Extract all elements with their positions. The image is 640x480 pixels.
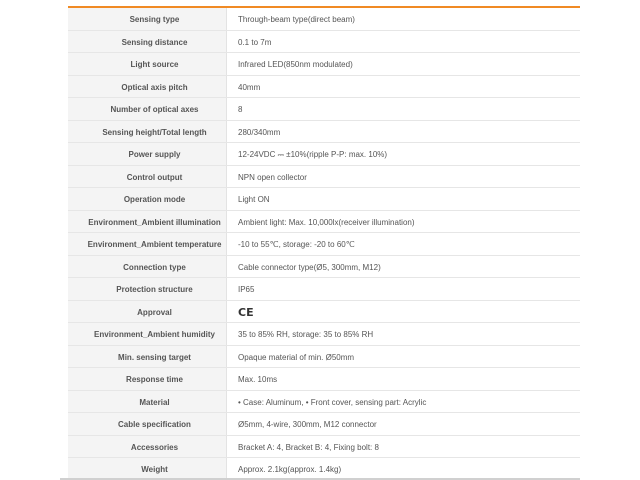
spec-value: Cable connector type(Ø5, 300mm, M12) [227,256,580,278]
spec-label: Environment_Ambient illumination [68,211,227,233]
spec-value: IP65 [227,278,580,300]
spec-value: 12-24VDC ⎓ ±10%(ripple P-P: max. 10%) [227,143,580,165]
spec-value: Ø5mm, 4-wire, 300mm, M12 connector [227,413,580,435]
spec-label: Number of optical axes [68,98,227,120]
spec-label: Approval [68,301,227,323]
spec-value: Max. 10ms [227,368,580,390]
spec-value: Ambient light: Max. 10,000lx(receiver illumination) [227,211,580,233]
specification-table [68,0,580,480]
spec-row-min-sensing-target [68,346,580,369]
spec-value: NPN open collector [227,166,580,188]
spec-value: 0.1 to 7m [227,31,580,53]
spec-value: • Case: Aluminum, • Front cover, sensing part: Acrylic [227,391,580,413]
spec-row-power-supply [68,143,580,166]
spec-label: Sensing type [68,8,227,30]
spec-label: Sensing height/Total length [68,121,227,143]
spec-row-approval [68,301,580,324]
spec-label: Connection type [68,256,227,278]
spec-value: 35 to 85% RH, storage: 35 to 85% RH [227,323,580,345]
spec-label: Response time [68,368,227,390]
spec-label: Min. sensing target [68,346,227,368]
spec-row-sensing-type [68,8,580,31]
spec-row-ambient-humidity [68,323,580,346]
spec-row-ambient-temperature [68,233,580,256]
spec-value: Opaque material of min. Ø50mm [227,346,580,368]
spec-value: 40mm [227,76,580,98]
spec-label: Control output [68,166,227,188]
spec-value: Bracket A: 4, Bracket B: 4, Fixing bolt: 8 [227,436,580,458]
spec-value: 8 [227,98,580,120]
spec-label: Power supply [68,143,227,165]
spec-row-cable-specification [68,413,580,436]
spec-row-material [68,391,580,414]
ce-mark-icon: CE [238,305,254,319]
spec-label: Light source [68,53,227,75]
spec-row-operation-mode [68,188,580,211]
spec-label: Optical axis pitch [68,76,227,98]
spec-row-ambient-illumination [68,211,580,234]
spec-value: 280/340mm [227,121,580,143]
spec-row-response-time [68,368,580,391]
spec-label: Sensing distance [68,31,227,53]
spec-value: Infrared LED(850nm modulated) [227,53,580,75]
spec-row-weight [68,458,580,480]
spec-value [227,301,580,323]
spec-label: Environment_Ambient temperature [68,233,227,255]
spec-row-number-of-optical-axes [68,98,580,121]
spec-value: Approx. 2.1kg(approx. 1.4kg) [227,458,580,480]
spec-row-connection-type [68,256,580,279]
spec-row-sensing-distance [68,31,580,54]
spec-row-accessories [68,436,580,459]
spec-row-protection-structure [68,278,580,301]
spec-value: Through-beam type(direct beam) [227,8,580,30]
spec-row-light-source [68,53,580,76]
spec-label: Accessories [68,436,227,458]
spec-value: -10 to 55℃, storage: -20 to 60℃ [227,233,580,255]
spec-label: Cable specification [68,413,227,435]
spec-label: Material [68,391,227,413]
spec-value: Light ON [227,188,580,210]
spec-label: Weight [68,458,227,480]
spec-label: Operation mode [68,188,227,210]
spec-row-sensing-height [68,121,580,144]
spec-row-optical-axis-pitch [68,76,580,99]
spec-label: Protection structure [68,278,227,300]
spec-row-control-output [68,166,580,189]
spec-label: Environment_Ambient humidity [68,323,227,345]
